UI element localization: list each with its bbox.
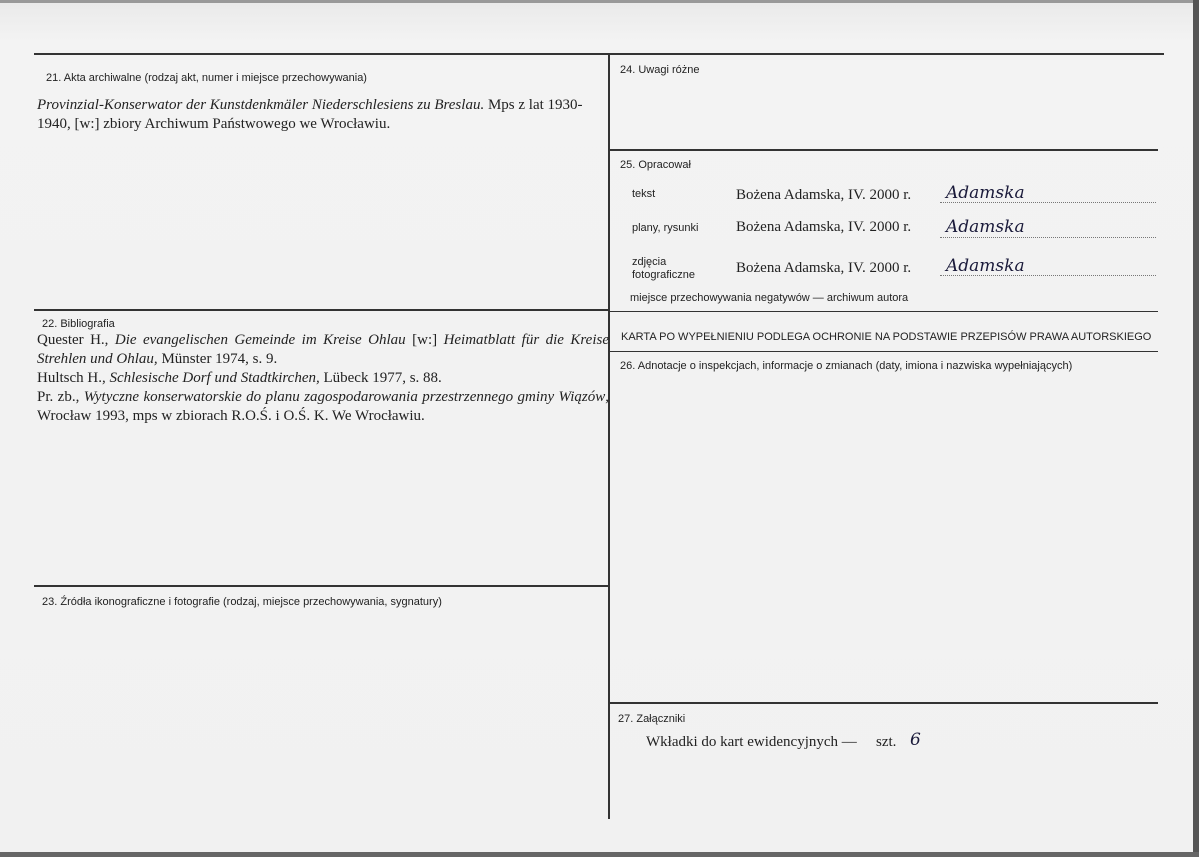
top-rule [34, 53, 1164, 55]
author-row-value-photos: Bożena Adamska, IV. 2000 r. [736, 260, 912, 276]
negatives-location: miejsce przechowywania negatywów — archiwum autora [630, 292, 909, 304]
author-row-label-text: tekst [632, 188, 656, 200]
right-divider-notice-top [608, 311, 1158, 312]
bibliography-entry [37, 331, 609, 369]
signature-plans: Adamska [946, 217, 1025, 237]
bib-author: Pr. zb., [37, 389, 84, 405]
author-row-label-plans: plany, rysunki [632, 222, 699, 234]
section-21-text [37, 96, 587, 134]
right-divider-27 [608, 702, 1158, 704]
section-21-source-details: Mps z lat 1930-1940, [w:] zbiory Archiwum Państwowego we Wrocławiu. [37, 97, 583, 132]
scan-edge-right [1193, 0, 1199, 857]
section-23-label: 23. Źródła ikonograficzne i fotografie (rodzaj, miejsce przechowywania, sygnatury) [42, 596, 442, 608]
signature-line [940, 236, 1156, 238]
right-divider-26 [608, 351, 1158, 352]
attachments-count-value: 6 [910, 730, 921, 750]
author-row-value-text: Bożena Adamska, IV. 2000 r. [736, 187, 912, 203]
author-row-value-plans: Bożena Adamska, IV. 2000 r. [736, 219, 912, 235]
bib-connector: [w:] [405, 332, 444, 348]
author-row-label-photos-1: zdjęcia [632, 256, 667, 268]
copyright-notice: KARTA PO WYPEŁNIENIU PODLEGA OCHRONIE NA PODSTAWIE PRZEPISÓW PRAWA AUTORSKIEGO [621, 331, 1152, 343]
bib-title: Schlesische Dorf und Stadtkirchen, [109, 370, 320, 386]
bib-author: Quester H., [37, 332, 115, 348]
left-divider-22 [34, 309, 610, 311]
bib-author: Hultsch H., [37, 370, 110, 386]
scan-edge-top [0, 0, 1199, 3]
bib-title: Heimatblatt für die Kreise Strehlen und Ohlau, [37, 332, 610, 367]
bibliography-entry [37, 369, 609, 388]
section-27-label: 27. Załączniki [618, 713, 686, 725]
attachments-count-label: szt. [876, 734, 897, 750]
section-21-source-title: Provinzial-Konserwator der Kunstdenkmäler Niederschlesiens zu Breslau. [37, 97, 485, 113]
signature-line [940, 201, 1156, 203]
section-22-label: 22. Bibliografia [42, 318, 115, 330]
bib-title: Die evangelischen Gemeinde im Kreise Ohlau [114, 332, 406, 348]
bibliography-entry [37, 388, 609, 426]
bib-publication: , Wrocław 1993, mps w zbiorach R.O.Ś. i O.Ś. K. We Wrocławiu. [37, 389, 609, 424]
signature-line [940, 274, 1156, 276]
left-divider-23 [34, 585, 610, 587]
section-26-label: 26. Adnotacje o inspekcjach, informacje o zmianach (daty, imiona i nazwiska wypełniających) [620, 360, 1073, 372]
bibliography-list [37, 331, 609, 426]
bib-publication: Lübeck 1977, s. 88. [319, 370, 442, 386]
section-21-label: 21. Akta archiwalne (rodzaj akt, numer i miejsce przechowywania) [46, 72, 367, 84]
signature-photos: Adamska [946, 256, 1025, 276]
bib-publication: Münster 1974, s. 9. [157, 351, 278, 367]
scan-edge-bottom [0, 852, 1199, 857]
bib-title: Wytyczne konserwatorskie do planu zagospodarowania przestrzennego gminy Wiązów [83, 389, 606, 405]
signature-text: Adamska [946, 183, 1025, 203]
section-24-label: 24. Uwagi różne [620, 64, 700, 76]
author-row-label-photos-2: fotograficzne [632, 269, 695, 281]
attachments-text: Wkładki do kart ewidencyjnych — [646, 734, 857, 750]
center-vertical-divider [608, 53, 610, 819]
right-divider-25 [608, 149, 1158, 151]
section-25-label: 25. Opracował [620, 159, 691, 171]
